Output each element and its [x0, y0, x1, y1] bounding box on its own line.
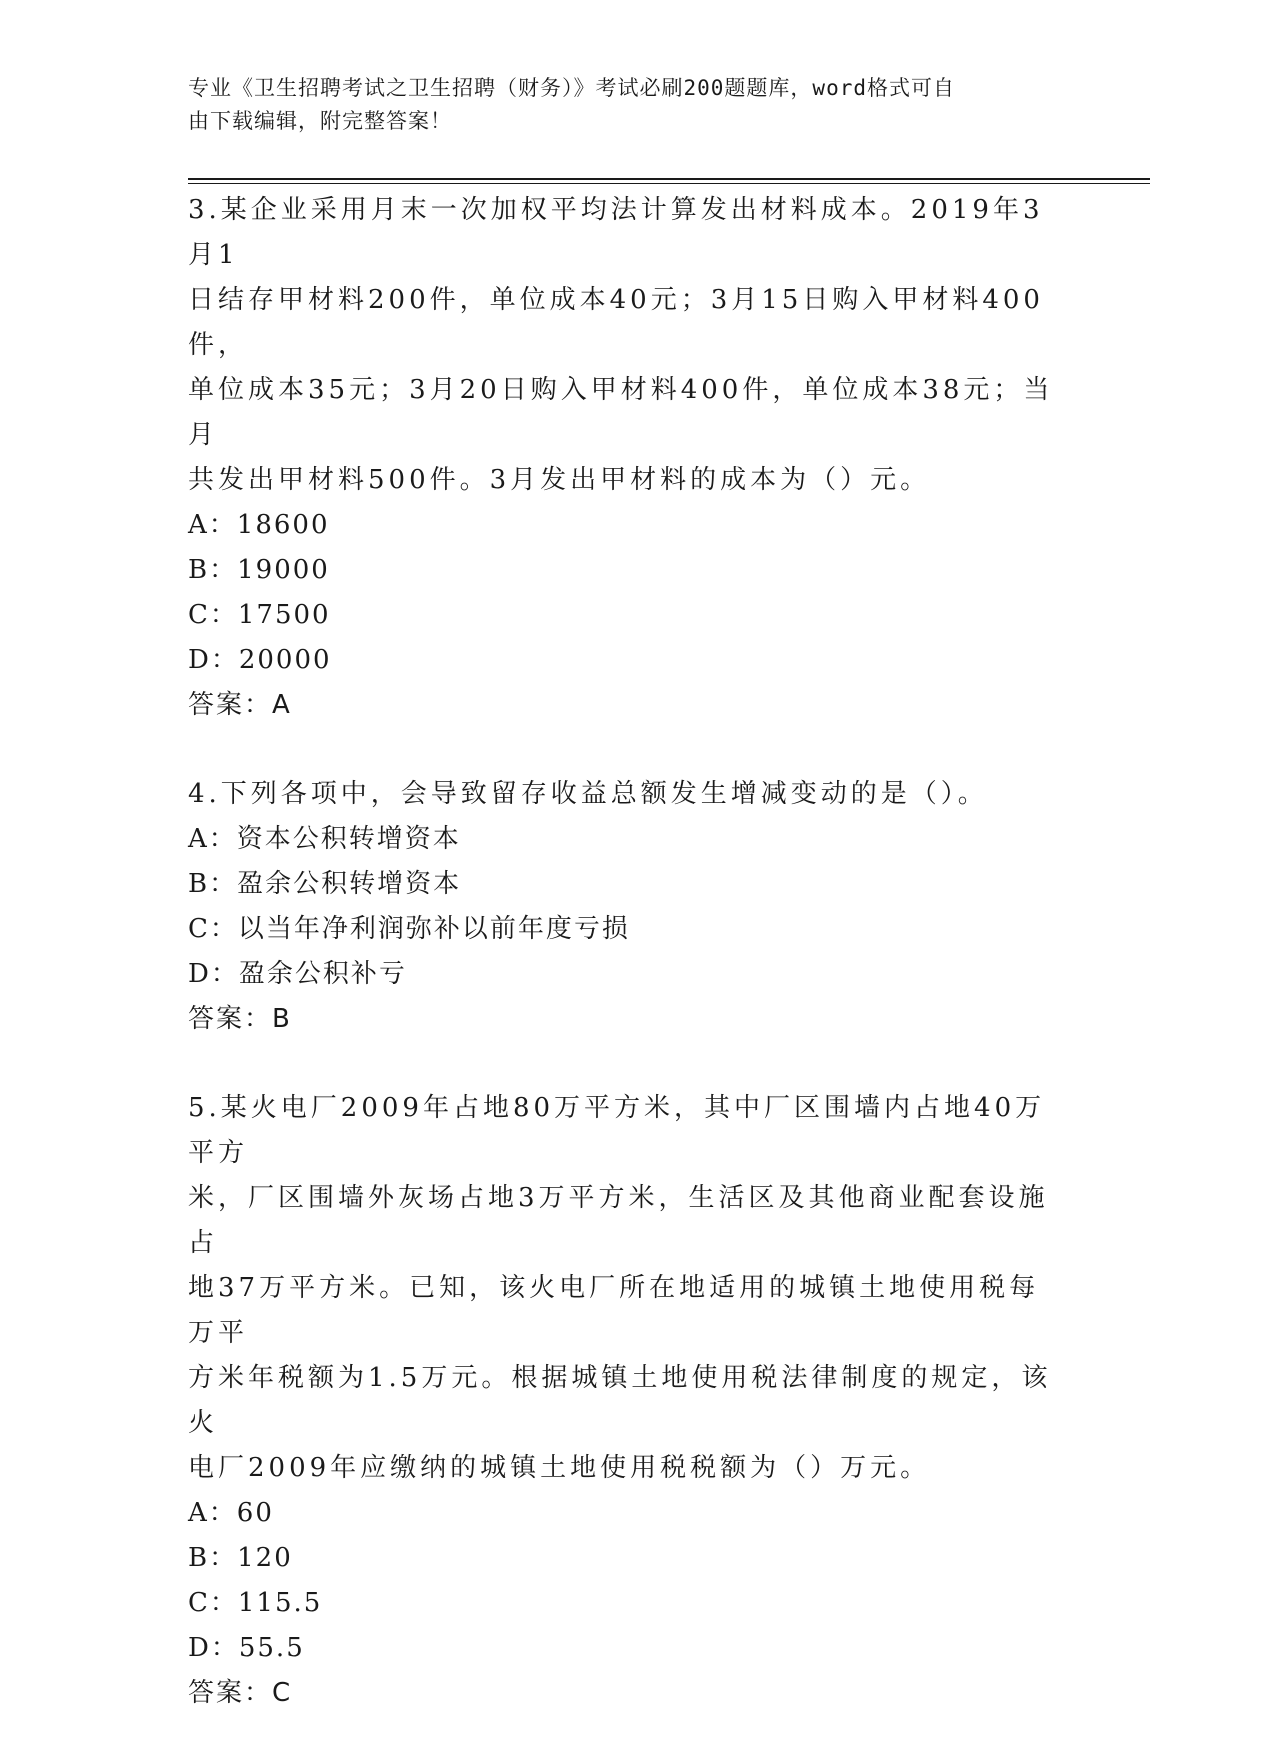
question-5-line-3: 地37万平方米。已知，该火电厂所在地适用的城镇土地使用税每万平 [188, 1273, 1040, 1348]
document-header [188, 72, 1068, 138]
question-3-option-c: C：17500 [188, 600, 331, 630]
question-4-answer: 答案：B [188, 1004, 292, 1034]
question-5-option-b: B：120 [188, 1543, 293, 1573]
header-divider-thick [188, 178, 1150, 180]
question-5-line-1: 5.某火电厂2009年占地80万平方米，其中厂区围墙内占地40万平方 [188, 1093, 1046, 1168]
question-4-option-b: B：盈余公积转增资本 [188, 869, 462, 899]
question-3-answer: 答案：A [188, 690, 292, 720]
header-line-2: 由下载编辑，附完整答案！ [188, 109, 452, 133]
question-4-option-a: A：资本公积转增资本 [188, 824, 461, 854]
header-line-1: 专业《卫生招聘考试之卫生招聘（财务）》考试必刷200题题库，word格式可自 [188, 76, 955, 100]
question-5-answer: 答案：C [188, 1678, 293, 1708]
question-3 [188, 188, 1068, 728]
question-3-option-b: B：19000 [188, 555, 330, 585]
question-3-option-d: D：20000 [188, 645, 332, 675]
question-5 [188, 1086, 1068, 1716]
question-3-line-1: 3.某企业采用月末一次加权平均法计算发出材料成本。2019年3月1 [188, 195, 1044, 270]
question-3-option-a: A：18600 [188, 510, 330, 540]
question-3-line-4: 共发出甲材料500件。3月发出甲材料的成本为（）元。 [188, 465, 931, 495]
question-list [188, 188, 1068, 1760]
question-4-option-d: D：盈余公积补亏 [188, 959, 407, 989]
question-3-line-2: 日结存甲材料200件，单位成本40元；3月15日购入甲材料400件， [188, 285, 1044, 360]
question-4-option-c: C：以当年净利润弥补以前年度亏损 [188, 914, 630, 944]
question-5-option-a: A：60 [188, 1498, 274, 1528]
header-divider-thin [188, 183, 1150, 184]
question-5-option-d: D：55.5 [188, 1633, 305, 1663]
question-3-line-3: 单位成本35元；3月20日购入甲材料400件，单位成本38元；当月 [188, 375, 1054, 450]
question-5-line-5: 电厂2009年应缴纳的城镇土地使用税税额为（）万元。 [188, 1453, 931, 1483]
question-5-option-c: C：115.5 [188, 1588, 323, 1618]
question-4 [188, 772, 1068, 1042]
question-5-line-2: 米，厂区围墙外灰场占地3万平方米，生活区及其他商业配套设施占 [188, 1183, 1049, 1258]
question-4-line-1: 4.下列各项中，会导致留存收益总额发生增减变动的是（）。 [188, 779, 988, 809]
question-5-line-4: 方米年税额为1.5万元。根据城镇土地使用税法律制度的规定，该火 [188, 1363, 1052, 1438]
